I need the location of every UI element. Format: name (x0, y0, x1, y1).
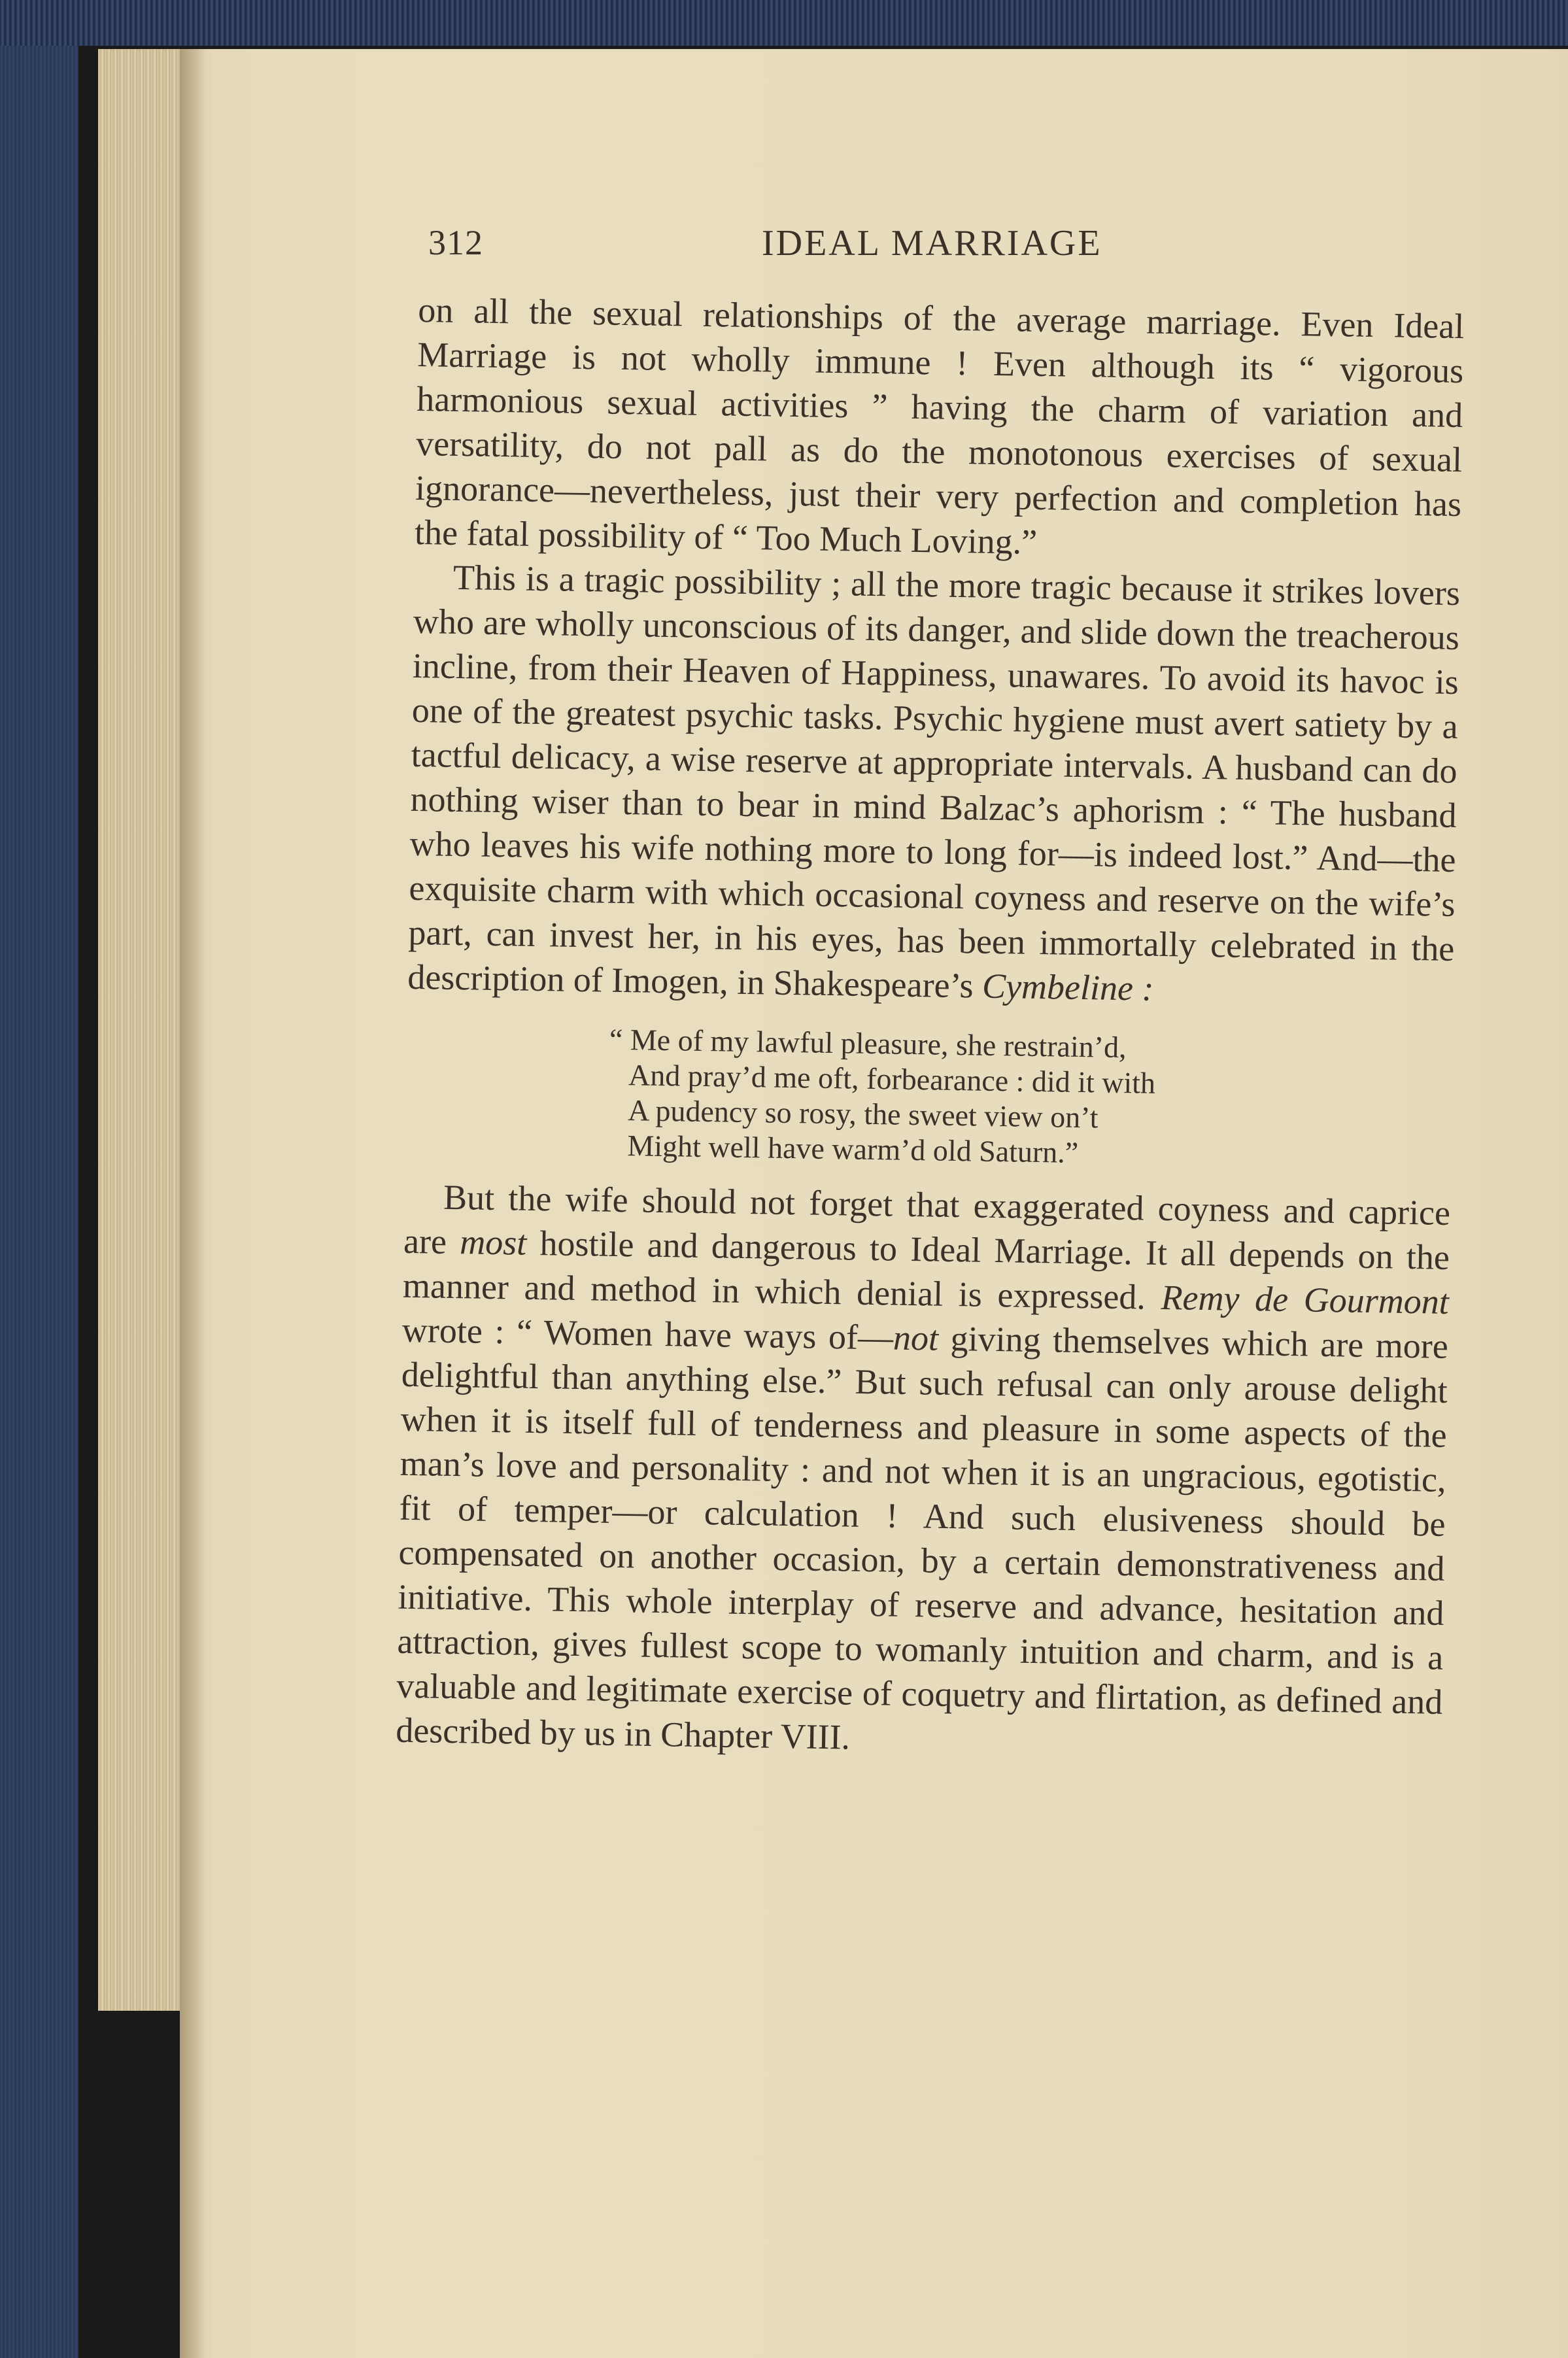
quote-line: Might well have warm’d old Saturn.” (627, 1129, 1079, 1170)
cover-top-edge (0, 0, 1568, 46)
emphasis-not: not (893, 1318, 939, 1358)
paragraph-3-text-a: But the wife should not forget that exaggerated coyness and caprice are (403, 1177, 1451, 1262)
body-text (396, 288, 1465, 1769)
quote-line: “ Me of my lawful pleasure, she restrain’d, (609, 1022, 1127, 1065)
page-gutter (180, 49, 206, 2358)
shakespeare-quote (609, 1022, 1453, 1176)
paragraph-1: on all the sexual relationships of the average marriage. Even Ideal Marriage is not wholly immune ! Even although its “ vigorous harmonious sexual activities ” having the charm of variation and versatility, do not pall as do the monotonous exercises of sexual ignorance—nevertheless, just their very perfection and completion has the fatal possibility of “ Too Much Loving.” (414, 290, 1465, 562)
emphasis-most: most (459, 1222, 527, 1263)
quote-line: A pudency so rosy, the sweet view on’t (627, 1093, 1099, 1135)
paragraph-3 (396, 1174, 1451, 1769)
page-number: 312 (428, 223, 483, 262)
paragraph-3-text-c: wrote : “ Women have ways of— (401, 1310, 894, 1358)
running-title: IDEAL MARRIAGE (762, 223, 1102, 264)
paragraph-2-text: This is a tragic possibility ; all the more tragic because it strikes lovers who are wholly unconscious of its danger, and slide down the treacherous incline, from their Heaven of Happiness, unawares. To avoid its havoc is one of the greatest psychic tasks. Psychic hygiene must avert satiety by a tactful delicacy, a wise reserve at appropriate intervals. A husband can do nothing wiser than to bear in mind Balzac’s aphorism : “ The husband who leaves his wife nothing more to long for—is indeed lost.” And—the exquisite charm with which occasional coyness and reserve on the wife’s part, can invest her, in his eyes, has been immortally celebrated in the description of Imogen, in Shakespeare’s (407, 557, 1461, 1006)
running-header (428, 222, 1468, 275)
cymbeline-title: Cymbeline : (981, 966, 1154, 1008)
author-name: Remy de Gourmont (1161, 1278, 1450, 1322)
paragraph-2 (407, 555, 1460, 1016)
paragraph-3-text-b: hostile and dangerous to Ideal Marriage. It all depends on the manner and method in which denial is expressed. (402, 1223, 1450, 1318)
paragraph-3-text-d: giving themselves which are more delightful than anything else.” But such refusal can only arouse delight when it is itself full of tenderness and pleasure in some aspects of the man’s love and personality : and not when it is an ungracious, egotistic, fit of temper—or calculation ! And such elusiveness should be compensated on another occasion, by a certain demonstrativeness and initiative. This whole interplay of reserve and advance, hesitation and attraction, gives fullest scope to womanly intuition and charm, and is a valuable and legitimate exercise of coquetry and flirtation, as defined and described by us in Chapter VIII. (395, 1318, 1449, 1757)
quote-line: And pray’d me oft, forbearance : did it with (628, 1058, 1156, 1100)
